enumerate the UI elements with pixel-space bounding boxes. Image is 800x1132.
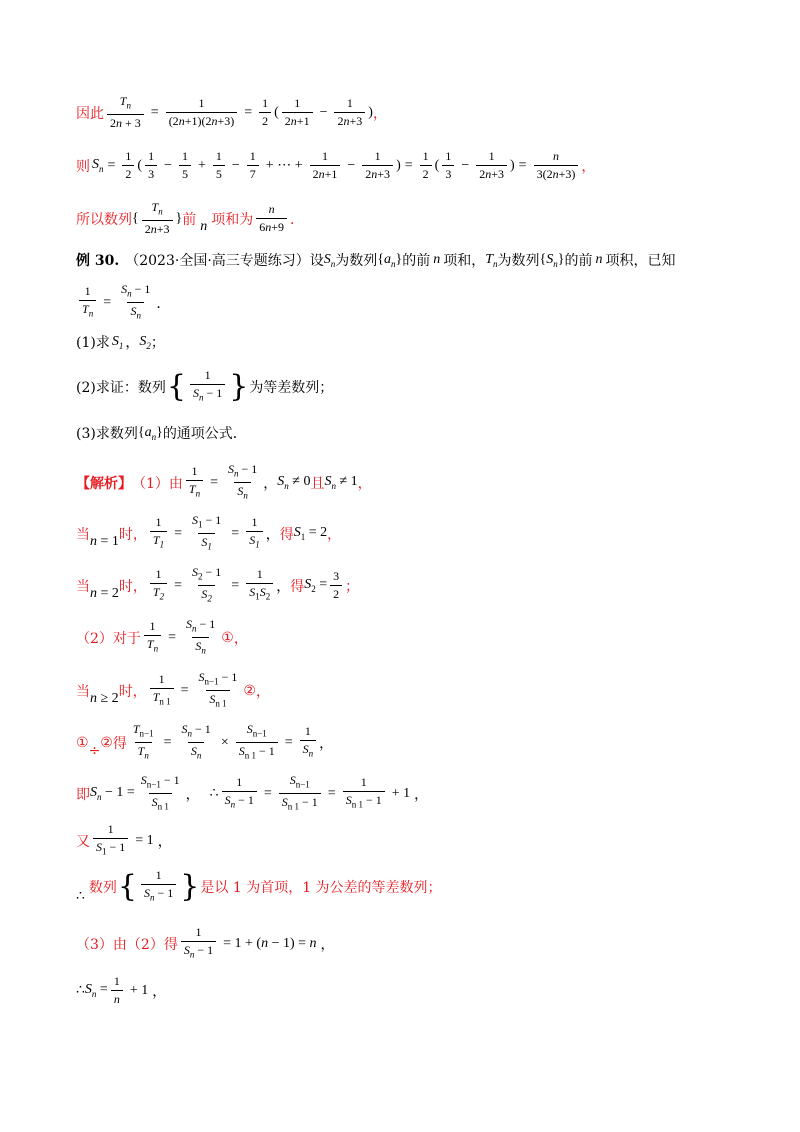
fraction: $\frac{T_n}{2n + 3}$ — [107, 94, 144, 131]
solution-1: 【解析】 （1）由 $\frac{1}{T_n}$ = $\frac{S_n - 1}{S_n}$ ， $S_n \ne 0$ 且 $S_n \ne 1$ ， — [76, 462, 372, 504]
line-3: 所以数列 { $\frac{T_n}{2n+3}$ } 前 n 项和为 $\frac{n}{6n+9}$ ． — [76, 200, 305, 237]
conclusion-2: ∴ 数列 { $\frac{1}{S_n - 1}$ } 是以 1 为首项，1 为公差的等差数列； — [76, 868, 442, 905]
line-1: 因此 $\frac{T_n}{2n + 3}$ = $\frac{1}{(2n+1)(2n+3)}$ = $\frac{1}{2}$ ( $\frac{1}{2n+1}$ − $\frac{1}{2n+3}$ ) ， — [76, 94, 387, 131]
part-3: （3）由（2）得 $\frac{1}{S_n - 1}$ = 1 + (n − 1) = n ， — [76, 925, 335, 962]
case-n-ge-2: 当 n ≥ 2 时， $\frac{1}{T_{n 1}}$ = $\frac{S_{n-1} - 1}{S_{n 1}}$ ② ， — [76, 670, 270, 712]
final-answer: ∴ $S_n$ = $\frac{1}{n}$ + 1 ， — [76, 974, 167, 1006]
fraction: $\frac{1}{(2n+1)(2n+3)}$ — [166, 96, 238, 129]
you-step: 又 $\frac{1}{S_1 - 1}$ = 1 ， — [76, 822, 172, 859]
part-2: （2）对于 $\frac{1}{T_n}$ = $\frac{S_n - 1}{S_n}$ ① ， — [76, 617, 248, 659]
text-yinci: 因此 — [76, 105, 104, 122]
example-label: 例 30. — [76, 253, 120, 269]
case-n1: 当 n = 1 时， $\frac{1}{T_1}$ = $\frac{S_1 - 1}{S_1}$ = $\frac{1}{S_1}$ ， 得 $S_1 = 2$ ， — [76, 513, 341, 555]
example-header: 例 30. （2023·全国·高三专题练习）设 $S_n$ 为数列 $\{a_n\}$ 的前 n 项和， $T_n$ 为数列 $\{S_n\}$ 的前 n 项积，已知 — [76, 251, 676, 269]
question-2: (2)求证：数列 { $\frac{1}{S_n - 1}$ } 为等差数列； — [76, 368, 334, 404]
given-eq: $\frac{1}{T_n}$ = $\frac{S_n - 1}{S_n}$ ． — [76, 282, 170, 324]
divide-step: ① ÷ ② 得 $\frac{T_{n-1}}{T_n}$ = $\frac{S_n - 1}{S_n}$ × $\frac{S_{n-1}}{S_{n 1} - 1}$ = $\frac{1}{S_n}$ ， — [76, 722, 333, 764]
ji-step: 即 $S_n - 1$ = $\frac{S_{n-1} - 1}{S_{n 1}}$ ， ∴ $\frac{1}{S_n - 1}$ = $\frac{S_{n-1}}{S_{n 1} - 1}$ = $\frac{1}{S_{n 1} - 1}$ + 1 ， — [76, 773, 428, 815]
question-1: (1)求 $S_1$ ， $S_2$ ； — [76, 333, 165, 351]
line-2: 则 $S_n$ = $\frac{1}{2}$ ( $\frac{1}{3}$ − $\frac{1}{5}$ + $\frac{1}{5}$ − $\frac{1}{7}$ + ⋯ + $\frac{1}{2n+1}$ − $\frac{1}{2n+3}$ ) = $\frac{1}{2}$ ( $\frac{1}{3}$ − $\frac{1}{2n+3}$ ) = $\frac{n}{3(2n+3)}$ ， — [76, 149, 596, 181]
question-3: (3)求数列 $\{a_n\}$ 的通项公式． — [76, 424, 247, 442]
case-n2: 当 n = 2 时， $\frac{1}{T_2}$ = $\frac{S_2 - 1}{S_2}$ = $\frac{1}{S_1S_2}$ ， 得 $S_2$ = $\frac{3}{2}$ ； — [76, 565, 359, 607]
text-ze: 则 — [76, 158, 90, 175]
text-suoyi: 所以数列 — [76, 211, 132, 228]
solution-label: 【解析】 — [76, 475, 132, 492]
